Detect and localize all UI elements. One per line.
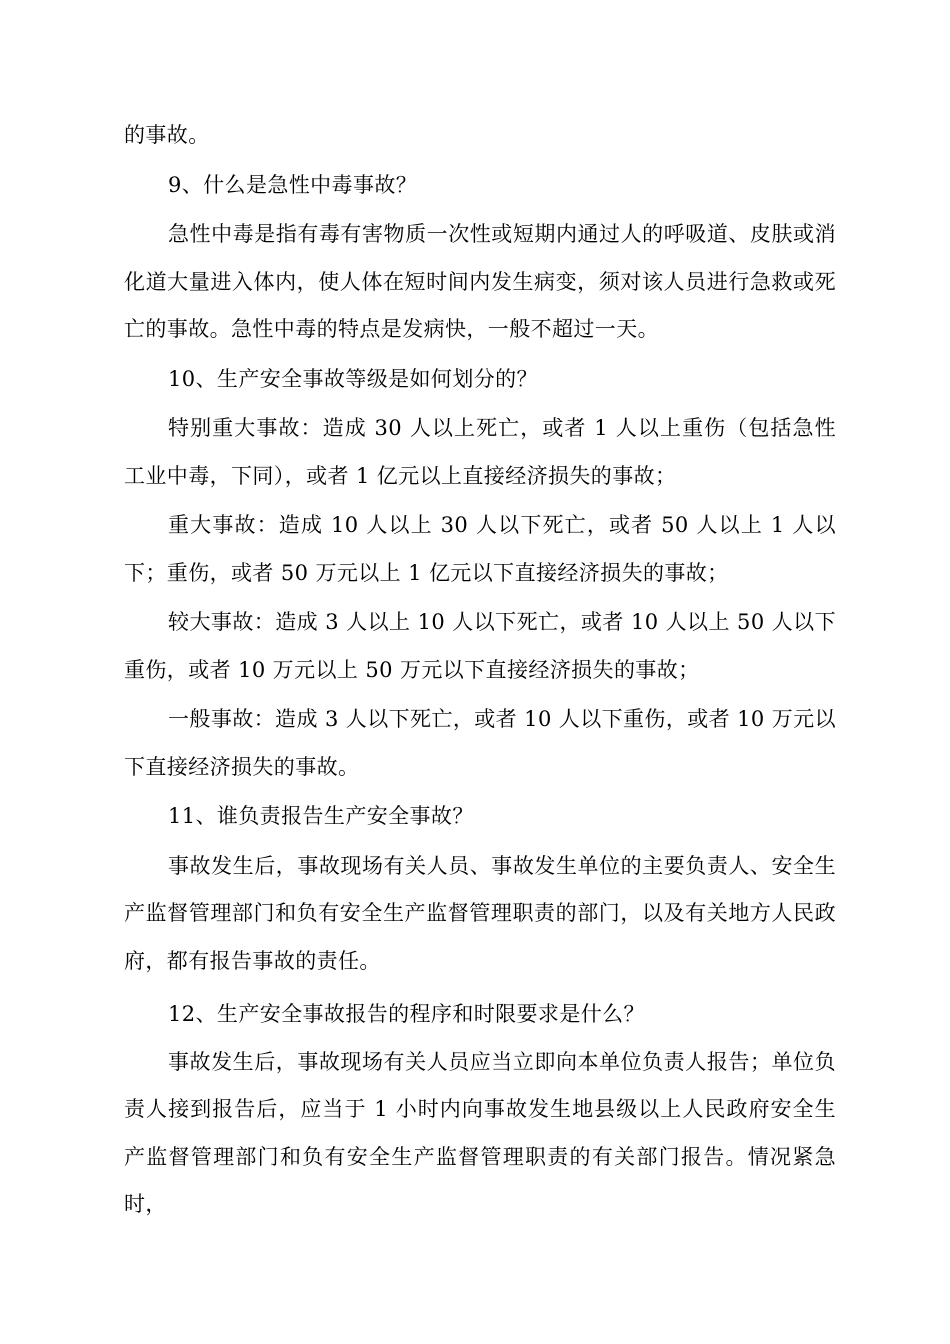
accident-level-major: 重大事故：造成 10 人以上 30 人以下死亡，或者 50 人以上 1 人以下；重伤，或者 50 万元以上 1 亿元以下直接经济损失的事故； <box>124 513 836 585</box>
question-heading-10: 10、生产安全事故等级是如何划分的？ <box>168 366 538 391</box>
accident-level-relatively-large: 较大事故：造成 3 人以上 10 人以下死亡，或者 10 人以上 50 人以下重伤，或者 10 万元以上 50 万元以下直接经济损失的事故； <box>124 610 836 682</box>
question-heading-12: 12、生产安全事故报告的程序和时限要求是什么？ <box>168 1002 645 1026</box>
accident-level-especially-major: 特别重大事故：造成 30 人以上死亡，或者 1 人以上重伤（包括急性工业中毒，下同），或者 1 亿元以上直接经济损失的事故； <box>124 416 836 488</box>
question-heading-11: 11、谁负责报告生产安全事故？ <box>168 804 474 828</box>
answer-paragraph-11: 事故发生后，事故现场有关人员、事故发生单位的主要负责人、安全生产监督管理部门和负有安全生产监督管理职责的部门，以及有关地方人民政府，都有报告事故的责任。 <box>124 853 836 973</box>
document-page <box>124 112 836 1229</box>
question-heading-9: 9、什么是急性中毒事故？ <box>168 172 418 197</box>
answer-paragraph-12: 事故发生后，事故现场有关人员应当立即向本单位负责人报告；单位负责人接到报告后，应当于 1 小时内向事故发生地县级以上人民政府安全生产监督管理部门和负有安全生产监督管理职责的有关部门报告。情况紧急时， <box>124 1049 836 1216</box>
answer-paragraph-9: 急性中毒是指有毒有害物质一次性或短期内通过人的呼吸道、皮肤或消化道大量进入体内，使人体在短时间内发生病变，须对该人员进行急救或死亡的事故。急性中毒的特点是发病快，一般不超过一天。 <box>124 222 836 341</box>
accident-level-general: 一般事故：造成 3 人以下死亡，或者 10 人以下重伤，或者 10 万元以下直接经济损失的事故。 <box>124 707 836 779</box>
continuation-text: 的事故。 <box>124 123 210 147</box>
